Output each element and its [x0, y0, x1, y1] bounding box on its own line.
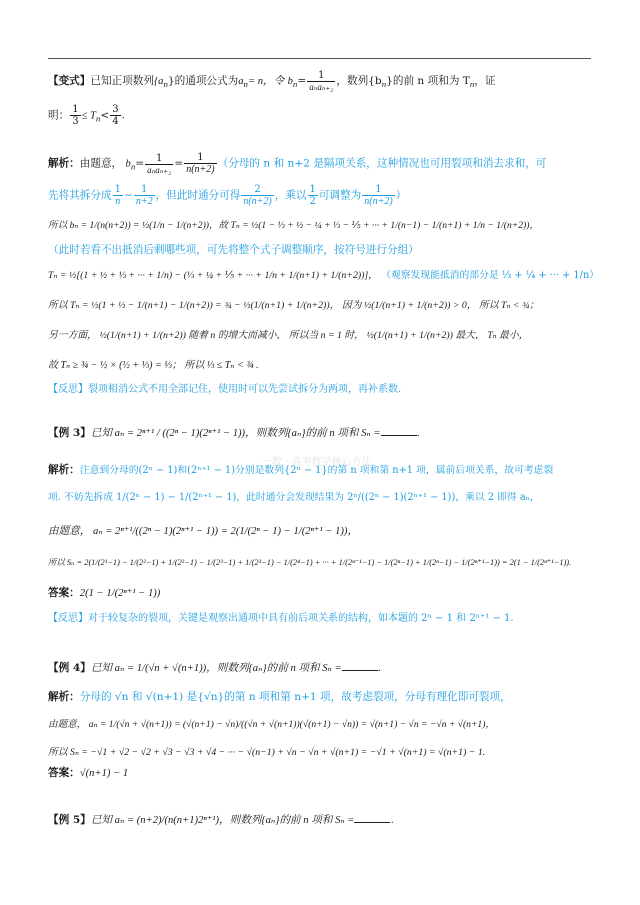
top-rule	[48, 58, 591, 59]
ex3-reflection: 【反思】对于较复杂的裂项，关键是观察出通项中具有前后项关系的结构，如本题的 2ⁿ − 1 和 2ⁿ⁺¹ − 1.	[48, 613, 514, 624]
sol1-comment3: （此时若看不出抵消后剩哪些项，可先将整个式子调整顺序，按符号进行分组）	[48, 244, 419, 256]
ex3-question: 【例 3】已知 aₙ = 2ⁿ⁺¹ / ((2ⁿ − 1)(2ⁿ⁺¹ − 1))，则数列{aₙ}的前 n 项和 Sₙ = .	[48, 427, 420, 439]
sol1-line3: 所以 bₙ = 1/(n(n+2)) = ½(1/n − 1/(n+2))，故 Tₙ = ½(1 − ⅓ + ½ − ¼ + ⅓ − ⅕ + ··· + 1/(n−1) − 1/(n+1) + 1/n − 1/(n+2))，	[48, 220, 540, 231]
variant-question-line1: 【变式】已知正项数列$\{a_n\}$的通项公式为$a_n= n$，令 $b_n=$ $\frac{1}{\text{aₙaₙ₊₂}}$ ，数列$\{b_n\}$的前 n 项和为 $T_n$，证	[48, 70, 496, 92]
sol1-reflection: 【反思】裂项相消公式不用全部记住，使用时可以先尝试拆分为两项，再补系数.	[48, 384, 402, 395]
ex4-answer-blank[interactable]	[342, 660, 378, 671]
sol1-line6: 另一方面， ½(1/(n+1) + 1/(n+2)) 随着 n 的增大而减小， 所以当 n = 1 时， ½(1/(n+1) + 1/(n+2)) 最大， Tₙ 最小，	[48, 330, 529, 341]
ex4-comment: 解析：分母的 √n 和 √(n+1) 是{√n}的第 n 项和第 n+1 项，故考虑裂项，分母有理化即可裂项，	[48, 691, 511, 703]
ex4-line3: 所以 Sₙ = −√1 + √2 − √2 + √3 − √3 + √4 − ··· − √(n−1) + √n − √n + √(n+1) = −√1 + √(n+1) = √(n+1) − 1.	[48, 747, 486, 758]
ex3-comment2: 项. 不妨先拆成 1/(2ⁿ − 1) − 1/(2ⁿ⁺¹ − 1)，此时通分会发现结果为 2ⁿ/((2ⁿ − 1)(2ⁿ⁺¹ − 1))，乘以 2 即得 aₙ，	[48, 492, 540, 503]
sol1-comment-line2: 先将其拆分成 $\frac{1}{n}$ − $\frac{1}{n+2}$ ，但此时通分可得 $\frac{2}{n(n+2)}$ ，乘以 $\frac{1}{2}$ 可调整为 $\frac{1}{n(n+2)}$ ）	[48, 184, 407, 207]
ex3-answer: 答案：2(1 − 1/(2ⁿ⁺¹ − 1))	[48, 587, 161, 599]
watermark: 一数 · 高考数学核心方法	[262, 457, 372, 468]
sol1-line1: 解析：由题意， $b_n=$ $\frac{1}{\text{aₙaₙ₊₂}}$ = $\frac{1}{n(n+2)}$ （分母的 n 和 n+2 是隔项关系，这种情况也可用裂项和消去求和，可	[48, 152, 547, 175]
ex3-line3: 由题意， aₙ = 2ⁿ⁺¹/((2ⁿ − 1)(2ⁿ⁺¹ − 1)) = 2(1/(2ⁿ − 1) − 1/(2ⁿ⁺¹ − 1))，	[48, 526, 359, 537]
ex4-question: 【例 4】已知 aₙ = 1/(√n + √(n+1))，则数列{aₙ}的前 n 项和 Sₙ = .	[48, 662, 381, 674]
sol1-line4: Tₙ = ½[(1 + ½ + ⅓ + ··· + 1/n) − (⅓ + ¼ + ⅕ + ··· + 1/n + 1/(n+1) + 1/(n+2))]， （观察发现能抵消的部分是 ⅓ + ¼ + ··· + 1/n）	[48, 270, 600, 281]
ex4-line2: 由题意， aₙ = 1/(√n + √(n+1)) = (√(n+1) − √n)/((√n + √(n+1))(√(n+1) − √n)) = √(n+1) − √n = −√n + √(n+1)，	[48, 719, 496, 730]
ex5-answer-blank[interactable]	[354, 812, 390, 823]
ex3-line4: 所以 Sₙ = 2(1/(2¹−1) − 1/(2²−1) + 1/(2²−1) − 1/(2³−1) + 1/(2³−1) − 1/(2⁴−1) + ··· + 1/(2ⁿ⁻¹−1) − 1/(2ⁿ−1) + 1/(2ⁿ−1) − 1/(2ⁿ⁺¹−1)) = 2(1 − 1/(2ⁿ⁺¹−1)).	[48, 558, 572, 567]
variant-question-line2: 明： $\frac{1}{3}$ ≤ $T_n<$ $\frac{3}{4}$ .	[48, 104, 125, 127]
ex5-question: 【例 5】已知 aₙ = (n+2)/(n(n+1)2ⁿ⁺¹)，则数列{aₙ}的前 n 项和 Sₙ = .	[48, 814, 394, 826]
ex3-comment1: 解析：注意到分母的(2ⁿ − 1)和(2ⁿ⁺¹ − 1)分别是数列{2ⁿ − 1}的第 n 项和第 n+1 项，属前后项关系，故可考虑裂	[48, 464, 554, 476]
ex3-answer-blank[interactable]	[381, 425, 417, 436]
sol1-line5: 所以 Tₙ = ½(1 + ½ − 1/(n+1) − 1/(n+2)) = ¾ − ½(1/(n+1) + 1/(n+2))， 因为 ½(1/(n+1) + 1/(n+2)) > 0， 所以 Tₙ < ¾；	[48, 300, 540, 311]
sol1-line7: 故 Tₙ ≥ ¾ − ½ × (½ + ⅓) = ⅓； 所以 ⅓ ≤ Tₙ < ¾ .	[48, 360, 259, 371]
variant-tag: 【变式】	[48, 75, 91, 87]
ex4-answer: 答案：√(n+1) − 1	[48, 767, 129, 779]
